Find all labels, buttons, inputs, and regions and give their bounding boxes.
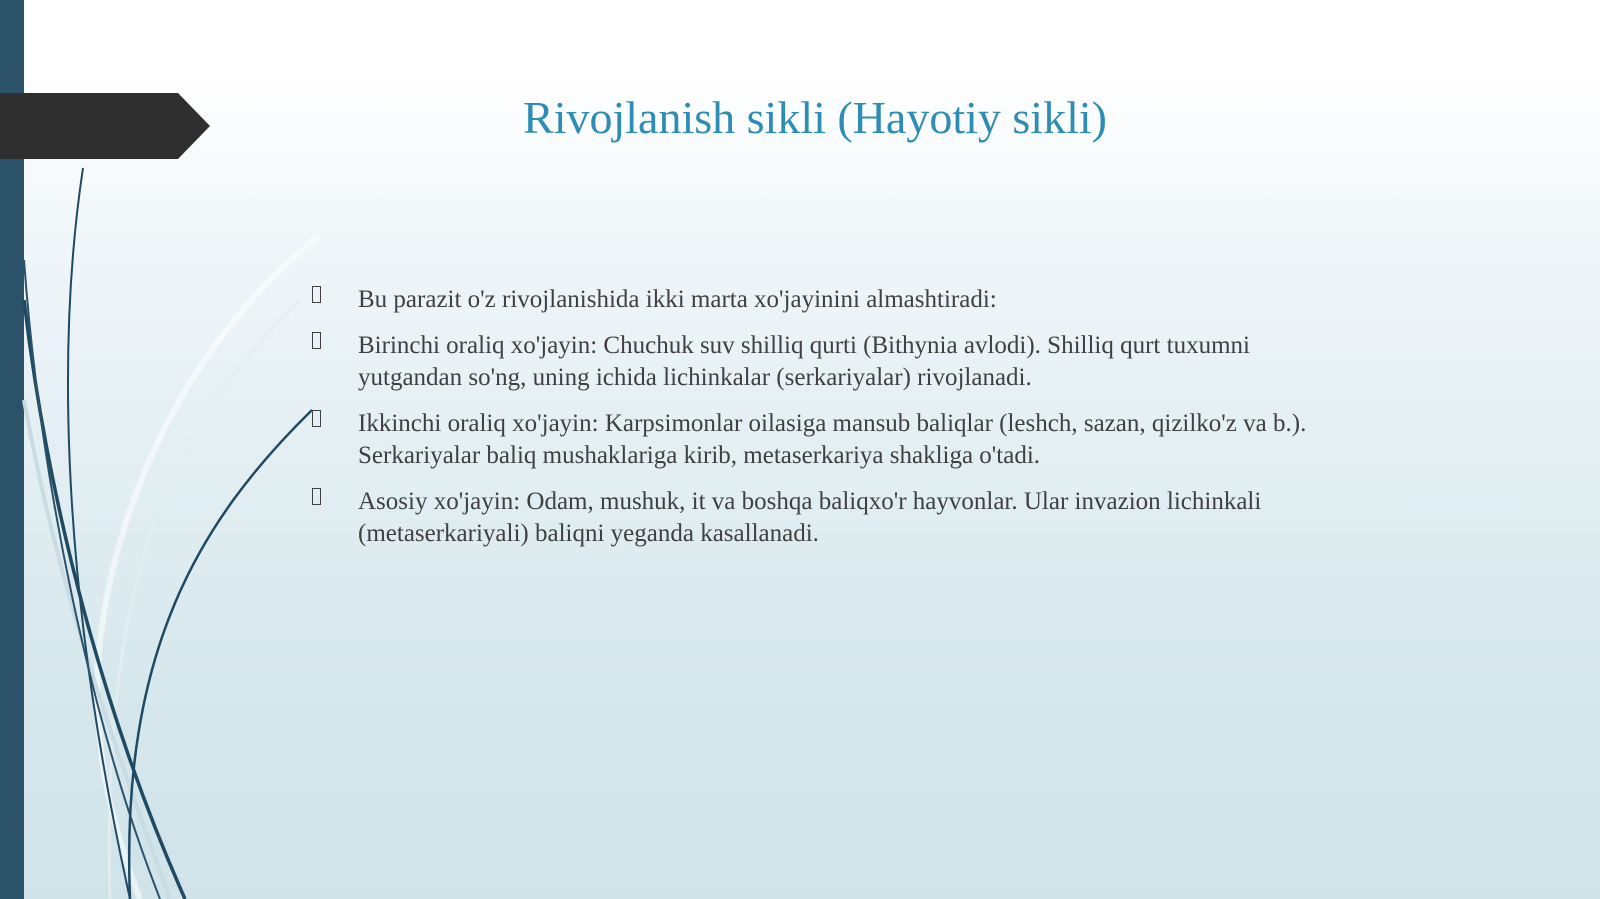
bullet-text: Birinchi oraliq xo'jayin: Chuchuk suv shilliq qurti (Bithynia avlodi). Shilliq qurt tuxumni yutgandan so'ng, uning ichida lichinkalar (serkariyalar) rivojlanadi. [358, 332, 1250, 391]
bullet-item [310, 408, 1320, 472]
bullet-item [310, 284, 1320, 316]
bullet-item [310, 330, 1320, 394]
bullet-text: Asosiy xo'jayin: Odam, mushuk, it va boshqa baliqxo'r hayvonlar. Ular invazion lichinkali (metaserkariyali) baliqni yeganda kasallanadi. [358, 488, 1262, 547]
slide-title: Rivojlanish sikli (Hayotiy sikli) [523, 92, 1107, 143]
bullet-item [310, 486, 1320, 550]
bullet-list [310, 284, 1320, 564]
bullet-text: Bu parazit o'z rivojlanishida ikki marta xo'jayinini almashtiradi: [358, 286, 997, 313]
square-bullet-icon [312, 332, 321, 349]
square-bullet-icon [312, 286, 321, 303]
decorative-curves [0, 0, 340, 899]
square-bullet-icon [312, 488, 321, 505]
square-bullet-icon [312, 410, 321, 427]
bullet-text: Ikkinchi oraliq xo'jayin: Karpsimonlar oilasiga mansub baliqlar (leshch, sazan, qizilko'z va b.). Serkariyalar baliq mushaklariga kirib, metaserkariya shakliga o'tadi. [358, 410, 1307, 469]
